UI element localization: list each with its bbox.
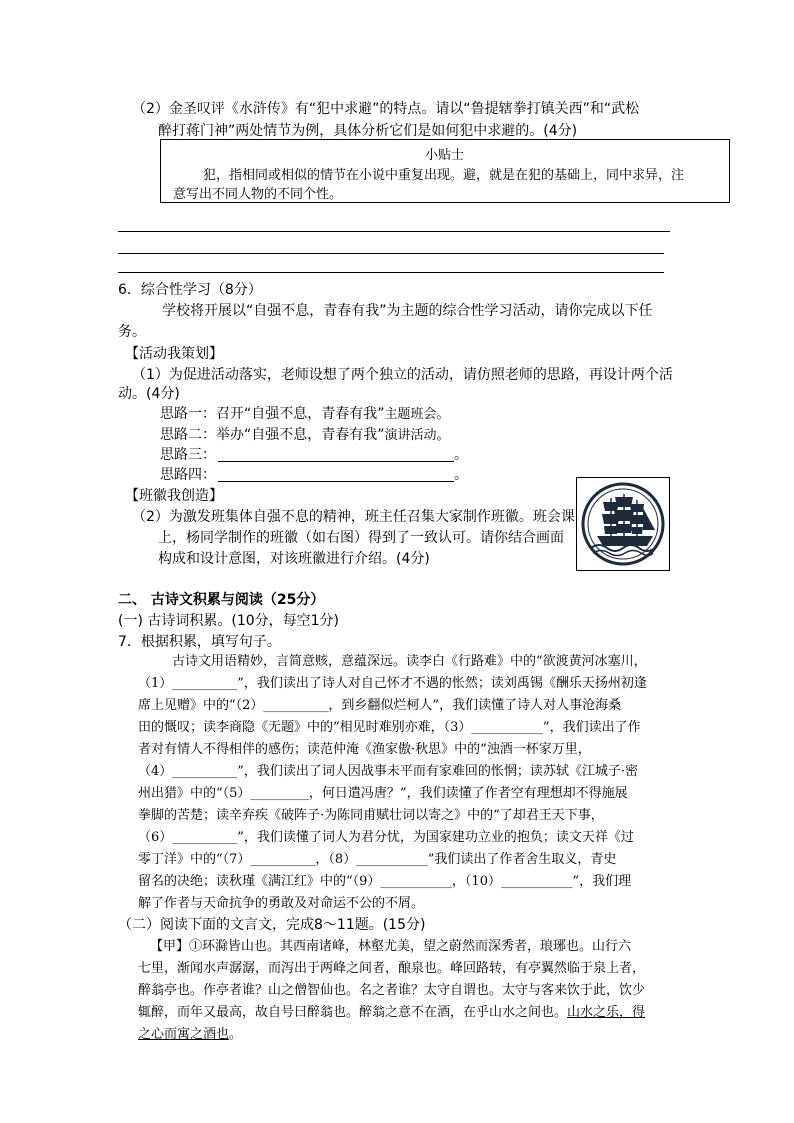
idea-3-blank[interactable] (218, 461, 454, 462)
q6-p2-line1: （2）为激发班集体自强不息的精神，班主任召集大家制作班徽。班会课 (132, 509, 575, 525)
idea-1-label: 思路一：召开“自强不息，青春有我” (160, 406, 385, 422)
answer-line-3[interactable] (118, 272, 664, 273)
section-2-sub1: (一) 古诗词积累。(10分，每空1分) (118, 613, 340, 629)
idea-4-label: 思路四： (160, 467, 216, 483)
q7-para-line: 州出猎》中的“（5）_________，何日遣冯唐？”，我们读懂了作者空有理想却不得施展 (138, 786, 628, 801)
class-emblem-image (576, 477, 670, 571)
q6-intro-line2: 务。 (118, 324, 146, 340)
badge-heading: 【班徽我创造】 (125, 488, 223, 504)
q7-para-line: 解了作者与天命抗争的勇敢及对命运不公的不屑。 (138, 896, 425, 911)
q6-p1-line2: 动。(4分) (118, 386, 180, 402)
q7-para-line: 留名的决绝；读秋瑾《满江红》中的“（9）___________，（10）___________”，我们理 (138, 874, 632, 889)
q6-p1-line1: （1）为促进活动落实，老师设想了两个独立的活动，请仿照老师的思路，再设计两个活 (132, 367, 673, 383)
q2-line1: （2）金圣叹评《水浒传》有“犯中求避”的特点。请以“鲁提辖拳打镇关西”和“武松 (132, 101, 640, 117)
answer-line-2[interactable] (118, 253, 664, 254)
jia-underlined-1: 山水之乐，得 (567, 1005, 646, 1020)
q7-para-line: （6）__________”，我们读懂了词人为君分忧，为国家建功立业的抱负；读文天祥《过 (138, 830, 634, 845)
jia-end-period: 。 (229, 1027, 243, 1042)
jia-line-end (138, 1025, 242, 1045)
idea-4-blank[interactable] (218, 481, 454, 482)
idea-1 (160, 404, 450, 425)
q7-para-line: 田的慨叹；读李商隐《无题》中的“相见时难别亦难，（3）___________”，我们读出了作 (138, 720, 641, 735)
jia-line-last (138, 1003, 645, 1023)
jia-line: 醉翁亭也。作亭者谁？山之僧智仙也。名之者谁？太守自谓也。太守与客来饮于此，饮少 (138, 983, 646, 998)
idea-2 (160, 425, 450, 446)
idea-4-period: 。 (454, 467, 468, 483)
q6-p2-line3: 构成和设计意图，对该班徽进行介绍。(4分) (158, 551, 430, 567)
q7-para-line: （4）__________”，我们读出了词人因战事未平而有家难回的怅惘；读苏轼《江城子·密 (138, 764, 639, 779)
q6-p2-line2: 上，杨同学制作的班徽（如右图）得到了一致认可。请你结合画面 (158, 530, 564, 546)
q6-intro-line1: 学校将开展以“自强不息，青春有我”为主题的综合性学习活动，请你完成以下任 (162, 303, 653, 319)
idea-4 (160, 465, 216, 485)
ship-emblem-icon (577, 478, 669, 570)
tip-title: 小贴士 (425, 148, 465, 163)
q7-para-line: 零丁洋》中的“（7）__________，（8）___________”我们读出了作者舍生取义，青史 (138, 852, 617, 867)
tip-box (160, 139, 730, 203)
q6-title: 6．综合性学习（8分） (118, 282, 262, 298)
idea-2-tail: 演讲活动。 (384, 428, 450, 443)
jia-underlined-2: 之心而寓之酒也 (138, 1027, 230, 1042)
q7-para-line: （1）__________”，我们读出了诗人对自己怀才不遇的怅然；读刘禹锡《酬乐天扬州初逢 (138, 676, 647, 691)
q7-para-line: 者对有情人不得相伴的感伤；读范仲淹《渔家傲·秋思》中的“浊酒一杯家万里， (138, 742, 591, 757)
tip-line2: 意写出不同人物的不同个性。 (173, 187, 343, 202)
idea-2-label: 思路二：举办“自强不息，青春有我” (160, 427, 385, 443)
idea-3-period: 。 (454, 447, 468, 463)
q7-para-line: 席上见赠》中的“（2）__________，到乡翻似烂柯人”，我们读懂了诗人对人事沧海桑 (138, 698, 622, 713)
q2-line2: 醉打蒋门神”两处情节为例，具体分析它们是如何犯中求避的。(4分) (158, 123, 578, 139)
answer-line-1[interactable] (118, 231, 670, 232)
q7-title: 7．根据积累，填写句子。 (118, 634, 281, 650)
plan-heading: 【活动我策划】 (125, 346, 223, 362)
section-2-sub2: （二）阅读下面的文言文，完成8～11题。(15分) (118, 917, 426, 933)
idea-3 (160, 445, 216, 465)
q7-para-line: 古诗文用语精妙，言简意赅，意蕴深远。读李白《行路难》中的“欲渡黄河冰塞川， (172, 654, 647, 669)
q7-para-line: 拳脚的苦楚；读辛弃疾《破阵子·为陈同甫赋壮词以寄之》中的“了却君王天下事， (138, 808, 604, 823)
tip-line1: 犯，指相同或相似的情节在小说中重复出现。避，就是在犯的基础上，同中求异，注 (203, 168, 685, 183)
jia-line: 七里，渐闻水声潺潺，而泻出于两峰之间者，酿泉也。峰回路转，有亭翼然临于泉上者， (138, 961, 646, 976)
idea-1-tail: 主题班会。 (384, 407, 450, 422)
jia-line: 辄醉，而年又最高，故自号曰醉翁也。醉翁之意不在酒，在乎山水之间也。 (138, 1005, 568, 1020)
section-2-title: 二、 古诗文积累与阅读（25分） (118, 592, 325, 608)
jia-line: 【甲】①环滁皆山也。其西南诸峰，林壑尤美，望之蔚然而深秀者，琅琊也。山行六 (150, 939, 632, 954)
idea-3-label: 思路三： (160, 447, 216, 463)
